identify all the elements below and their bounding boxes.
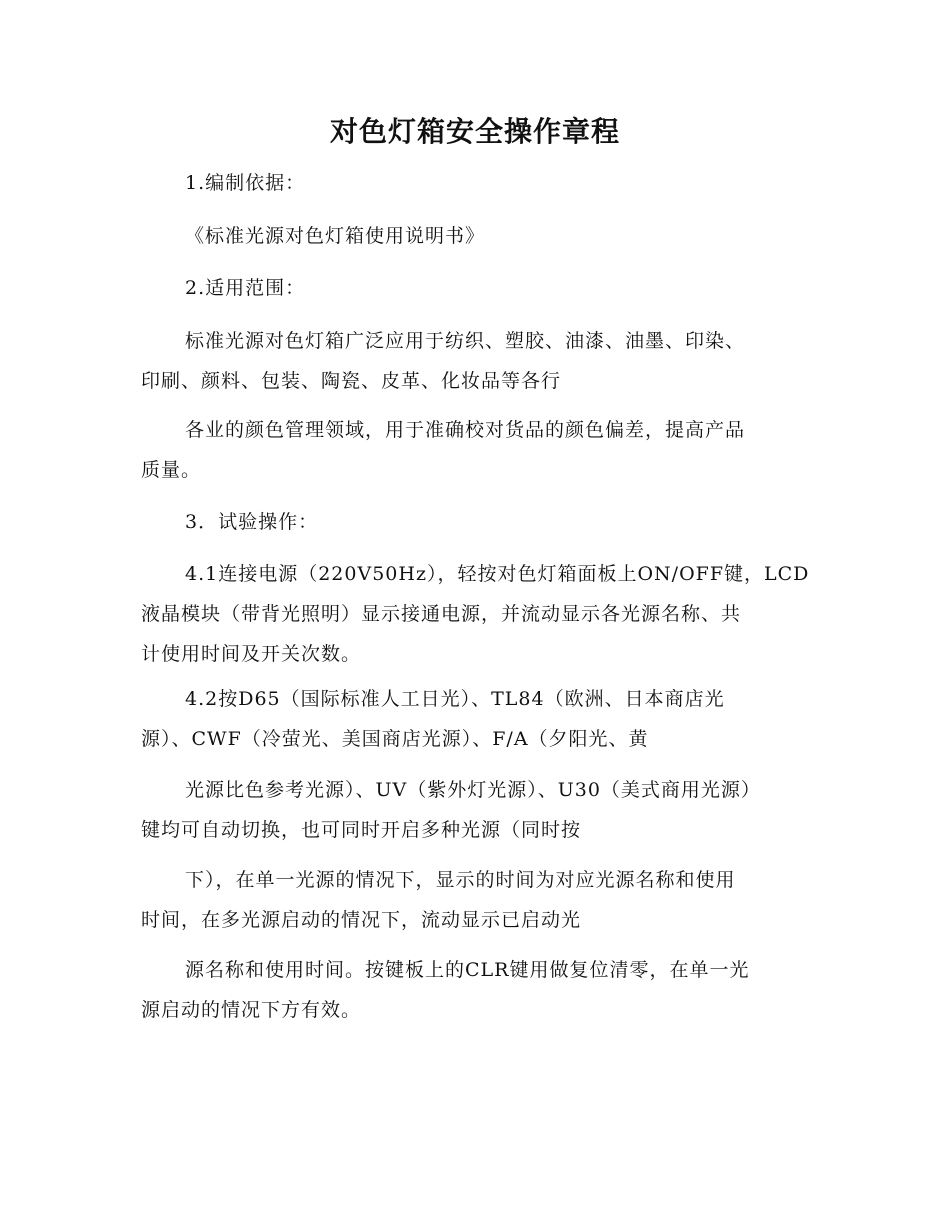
document-title: 对色灯箱安全操作章程 <box>329 115 620 148</box>
paragraph-line: 源启动的情况下方有效。 <box>141 999 362 1021</box>
paragraph-line: 质量。 <box>141 459 202 481</box>
paragraph-line: 下），在单一光源的情况下，显示的时间为对应光源名称和使用 <box>185 869 736 891</box>
paragraph-line: 印刷、颜料、包装、陶瓷、皮革、化妆品等各行 <box>141 370 562 392</box>
paragraph-line: 2.适用范围： <box>185 277 306 299</box>
paragraph-line: 源）、CWF（冷萤光、美国商店光源）、F/A（夕阳光、黄 <box>141 728 649 750</box>
paragraph-line: 4.1连接电源（220V50Hz），轻按对色灯箱面板上ON/OFF键，LCD <box>185 563 810 585</box>
paragraph-line: 1.编制依据： <box>185 172 306 194</box>
paragraph-line: 时间，在多光源启动的情况下，流动显示已启动光 <box>141 909 582 931</box>
paragraph-line: 液晶模块（带背光照明）显示接通电源，并流动显示各光源名称、共 <box>141 603 742 625</box>
paragraph-line: 各业的颜色管理领域，用于准确校对货品的颜色偏差，提高产品 <box>185 419 746 441</box>
paragraph-line: 源名称和使用时间。按键板上的CLR键用做复位清零，在单一光 <box>185 959 750 981</box>
paragraph-step-4-2-part-3 <box>141 860 813 940</box>
paragraph-scope-text-2 <box>141 410 813 490</box>
paragraph-line: 键均可自动切换，也可同时开启多种光源（同时按 <box>141 819 582 841</box>
paragraph-basis-heading <box>141 163 813 203</box>
paragraph-step-4-1 <box>141 554 813 674</box>
paragraph-scope-text-1 <box>141 321 813 401</box>
paragraph-step-4-2-part-2 <box>141 770 813 850</box>
paragraph-operation-heading <box>141 502 813 542</box>
paragraph-line: 光源比色参考光源）、UV（紫外灯光源）、U30（美式商用光源） <box>185 779 761 801</box>
paragraph-step-4-2-part-1 <box>141 679 813 759</box>
paragraph-line: 《标准光源对色灯箱使用说明书》 <box>185 225 486 247</box>
paragraph-scope-heading <box>141 268 813 308</box>
paragraph-basis-document <box>141 216 813 256</box>
paragraph-step-4-2-part-4 <box>141 950 813 1030</box>
paragraph-line: 标准光源对色灯箱广泛应用于纺织、塑胶、油漆、油墨、印染、 <box>185 330 746 352</box>
paragraph-line: 计使用时间及开关次数。 <box>141 643 362 665</box>
paragraph-line: 4.2按D65（国际标准人工日光）、TL84（欧洲、日本商店光 <box>185 688 725 710</box>
paragraph-line: 3．试验操作： <box>185 511 319 533</box>
